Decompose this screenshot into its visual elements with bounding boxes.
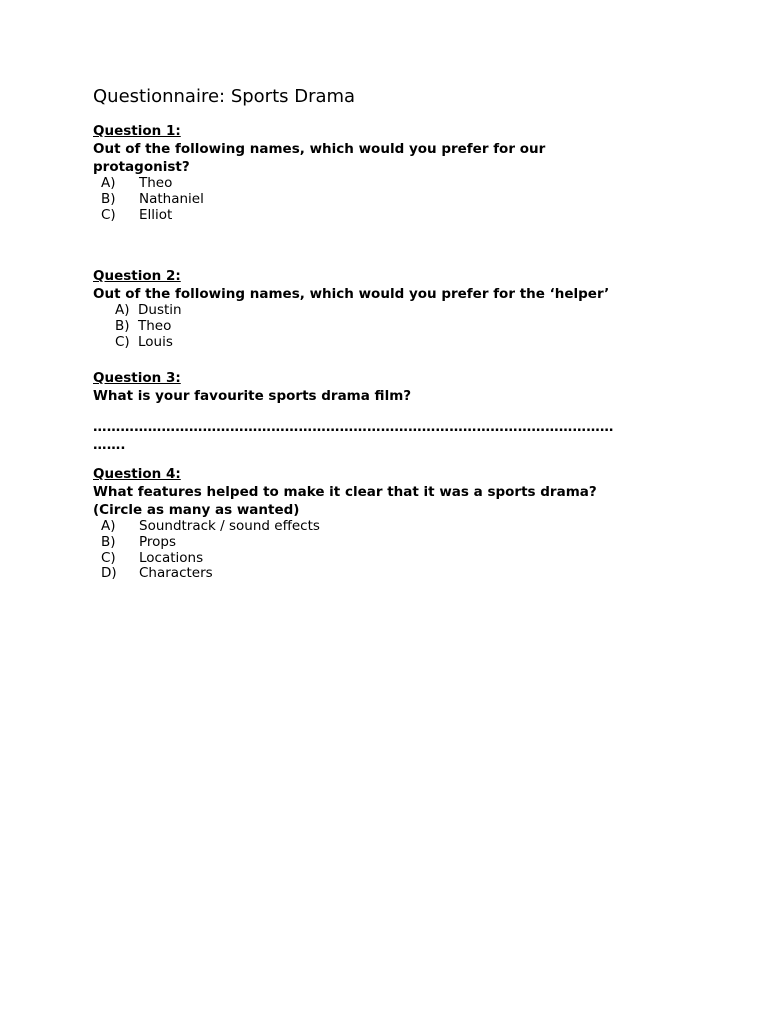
question-1-text: Out of the following names, which would you prefer for our protagonist? <box>93 141 546 175</box>
option-item <box>93 192 683 208</box>
option-letter: A) <box>101 518 116 534</box>
question-4 <box>93 465 683 582</box>
option-item <box>93 519 683 535</box>
option-item <box>93 303 683 319</box>
option-item <box>93 566 683 582</box>
option-text: Props <box>139 533 177 550</box>
question-4-heading: Question 4: <box>93 466 181 482</box>
option-item <box>93 208 683 224</box>
question-2 <box>93 267 683 350</box>
question-3 <box>93 369 683 454</box>
question-4-text: What features helped to make it clear that it was a sports drama? (Circle as many as wanted) <box>93 484 597 518</box>
question-1 <box>93 122 683 223</box>
option-text: Soundtrack / sound effects <box>139 518 320 534</box>
question-2-heading: Question 2: <box>93 268 181 284</box>
document-page <box>93 0 683 1024</box>
option-letter: C) <box>101 206 116 223</box>
question-2-text: Out of the following names, which would you prefer for the ‘helper’ <box>93 286 610 302</box>
option-text: Nathaniel <box>139 190 204 207</box>
option-text: Dustin <box>138 302 182 318</box>
option-letter: B) <box>101 533 116 550</box>
option-text: Louis <box>138 333 173 350</box>
option-item <box>93 551 683 567</box>
option-text: Locations <box>139 549 204 566</box>
option-item <box>93 319 683 335</box>
answer-line[interactable]: …………………………………………………………………………………………………… <box>93 419 614 435</box>
option-letter: C) <box>115 333 130 350</box>
question-1-options <box>93 176 683 223</box>
option-letter: D) <box>101 565 117 582</box>
option-item <box>93 176 683 192</box>
question-3-heading: Question 3: <box>93 370 181 386</box>
question-1-heading: Question 1: <box>93 123 181 139</box>
option-text: Theo <box>138 317 172 334</box>
option-letter: B) <box>115 317 130 334</box>
option-letter: C) <box>101 549 116 566</box>
answer-line-continuation[interactable]: ……. <box>93 437 126 453</box>
option-letter: B) <box>101 190 116 207</box>
option-letter: A) <box>101 175 116 191</box>
option-text: Characters <box>139 565 213 582</box>
question-4-options <box>93 519 683 582</box>
option-text: Theo <box>139 175 173 191</box>
option-item <box>93 335 683 351</box>
document-title: Questionnaire: Sports Drama <box>93 86 356 107</box>
option-text: Elliot <box>139 206 173 223</box>
option-letter: A) <box>115 302 130 318</box>
question-2-options <box>93 303 683 350</box>
question-3-text: What is your favourite sports drama film? <box>93 388 412 404</box>
option-item <box>93 535 683 551</box>
